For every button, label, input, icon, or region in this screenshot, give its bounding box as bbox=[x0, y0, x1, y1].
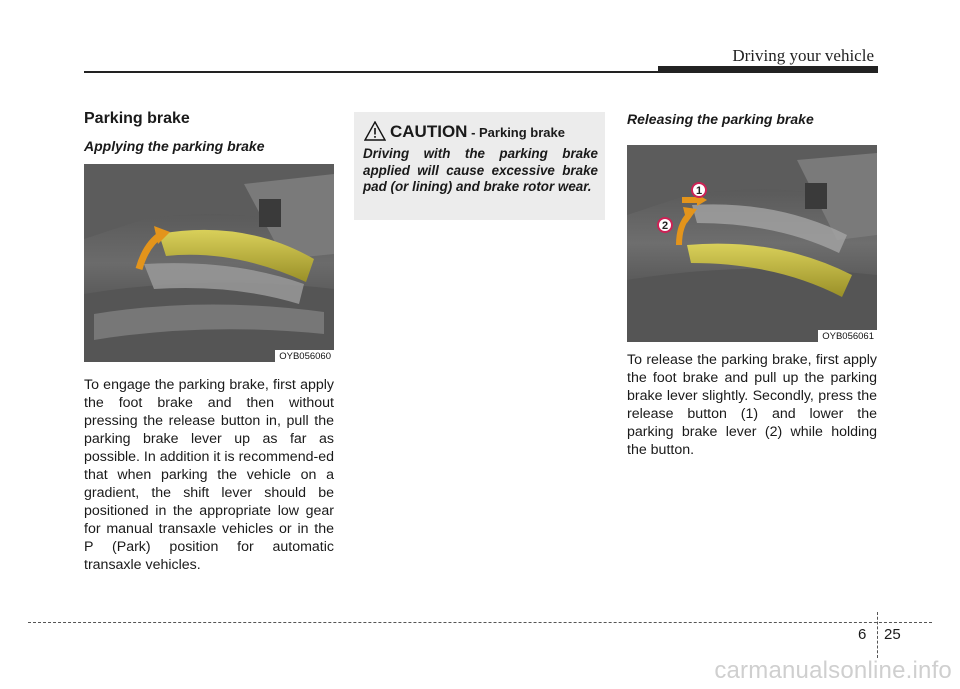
right-column bbox=[627, 108, 877, 459]
chapter-number: 6 bbox=[858, 626, 867, 643]
caution-text: Driving with the parking brake applied will cause excessive brake pad (or lining) and brake rotor wear. bbox=[363, 146, 598, 194]
releasing-subtitle: Releasing the parking brake bbox=[627, 111, 814, 127]
applying-brake-illustration bbox=[84, 164, 334, 362]
warning-triangle-icon bbox=[364, 121, 386, 141]
applying-subtitle: Applying the parking brake bbox=[84, 138, 265, 154]
page-number-divider bbox=[877, 612, 878, 658]
caution-box bbox=[354, 112, 605, 220]
left-column bbox=[84, 108, 334, 574]
caution-heading bbox=[390, 122, 565, 142]
releasing-instructions: To release the parking brake, first apply the foot brake and pull up the parking brake lever slightly. Secondly, press the release button (1) and lower the parking brake lever (2) while holding the button. bbox=[627, 352, 877, 458]
applying-instructions: To engage the parking brake, first apply the foot brake and then without pressing the release button in, pull the parking brake lever up as far as possible. In addition it is recommend-ed that when parking the vehicle on a gradient, the shift lever should be positioned in the appropriate low gear for manual transaxle vehicles or in the P (Park) position for automatic transaxle vehicles. bbox=[84, 377, 334, 573]
image-code: OYB056060 bbox=[275, 350, 334, 362]
header-rule bbox=[84, 71, 664, 73]
footer-rule bbox=[28, 622, 932, 623]
releasing-brake-photo bbox=[627, 145, 877, 342]
releasing-brake-illustration bbox=[627, 145, 877, 342]
section-title: Parking brake bbox=[84, 110, 190, 127]
caution-label: CAUTION bbox=[390, 122, 468, 141]
caution-topic: - Parking brake bbox=[467, 125, 565, 140]
header-rule-bar bbox=[658, 66, 878, 73]
callout-1-label: 1 bbox=[695, 185, 703, 197]
watermark: carmanualsonline.info bbox=[714, 657, 952, 684]
callout-2-label: 2 bbox=[661, 220, 669, 232]
page-number: 25 bbox=[884, 626, 901, 643]
header-title: Driving your vehicle bbox=[732, 46, 874, 65]
applying-brake-photo bbox=[84, 164, 334, 362]
image-code: OYB056061 bbox=[818, 330, 877, 342]
